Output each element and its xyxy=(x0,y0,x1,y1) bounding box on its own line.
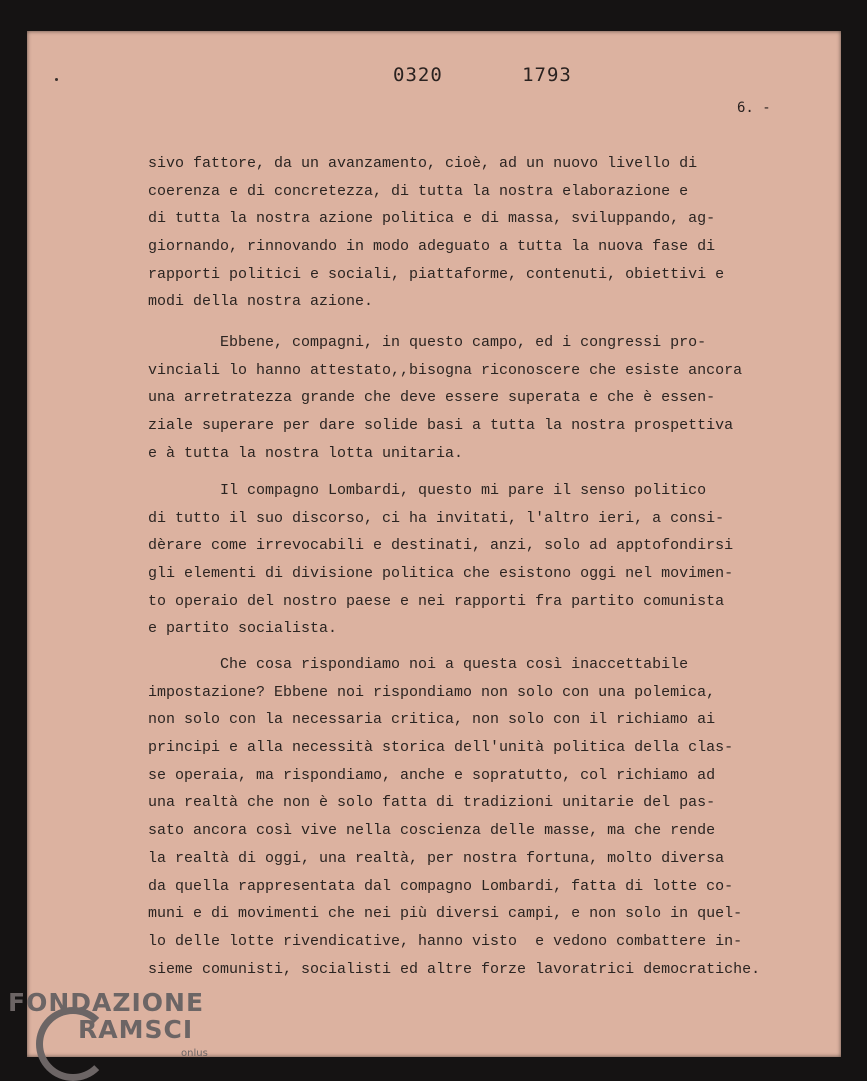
text-line: e partito socialista. xyxy=(148,620,338,638)
text-line: sivo fattore, da un avanzamento, cioè, ad un nuovo livello di xyxy=(148,155,698,172)
text-line: di tutto il suo discorso, ci ha invitati, l'altro ieri, a consi- xyxy=(148,509,725,527)
page-number: 6. - xyxy=(737,100,771,116)
paragraph-4 xyxy=(148,651,838,983)
text-line: di tutta la nostra azione politica e di massa, sviluppando, ag- xyxy=(148,210,716,228)
text-line: giornando, rinnovando in modo adeguato a tutta la nuova fase di xyxy=(148,238,716,256)
paper-speck xyxy=(55,78,58,81)
text-line: una realtà che non è solo fatta di tradizioni unitarie del pas- xyxy=(148,794,716,812)
text-line: dèrare come irrevocabili e destinati, anzi, solo ad apptofondirsi xyxy=(148,537,734,555)
watermark-line2: RAMSCI xyxy=(78,1015,194,1044)
text-line: to operaio del nostro paese e nei rapporti fra partito comunista xyxy=(148,592,725,610)
text-line: lo delle lotte rivendicative, hanno visto e vedono combattere in- xyxy=(148,932,743,950)
text-line: e à tutta la nostra lotta unitaria. xyxy=(148,444,464,462)
text-line: non solo con la necessaria critica, non solo con il richiamo ai xyxy=(148,711,716,729)
archive-number: 0320 1793 xyxy=(393,64,572,86)
watermark-suffix: onlus xyxy=(181,1048,208,1059)
text-line: modi della nostra azione. xyxy=(148,293,374,311)
text-line: coerenza e di concretezza, di tutta la nostra elaborazione e xyxy=(148,182,689,200)
text-line: sato ancora così vive nella coscienza delle masse, ma che rende xyxy=(148,822,716,840)
text-line: ziale superare per dare solide basi a tutta la nostra prospettiva xyxy=(148,417,734,435)
text-line: vinciali lo hanno attestato,,bisogna riconoscere che esiste ancora xyxy=(148,361,743,379)
text-line: sieme comunisti, socialisti ed altre forze lavoratrici democratiche. xyxy=(148,960,761,978)
paragraph-2 xyxy=(148,329,838,467)
fondazione-gramsci-watermark xyxy=(8,985,228,1080)
paragraph-3 xyxy=(148,477,838,643)
text-line: gli elementi di divisione politica che esistono oggi nel movimen- xyxy=(148,565,734,583)
paragraph-1 xyxy=(148,150,838,316)
text-line: Ebbene, compagni, in questo campo, ed i congressi pro- xyxy=(148,334,707,351)
text-line: muni e di movimenti che nei più diversi campi, e non solo in quel- xyxy=(148,905,743,923)
text-line: la realtà di oggi, una realtà, per nostra fortuna, molto diversa xyxy=(148,849,725,867)
watermark-line1: FONDAZIONE xyxy=(8,988,205,1017)
text-line: impostazione? Ebbene noi rispondiamo non solo con una polemica, xyxy=(148,683,716,701)
text-line: principi e alla necessità storica dell'unità politica della clas- xyxy=(148,739,734,757)
text-line: Il compagno Lombardi, questo mi pare il senso politico xyxy=(148,482,707,499)
text-line: una arretratezza grande che deve essere superata e che è essen- xyxy=(148,389,716,407)
text-line: se operaia, ma rispondiamo, anche e sopratutto, col richiamo ad xyxy=(148,766,716,784)
text-line: Che cosa rispondiamo noi a questa così inaccettabile xyxy=(148,656,689,673)
text-line: rapporti politici e sociali, piattaforme, contenuti, obiettivi e xyxy=(148,265,725,283)
text-line: da quella rappresentata dal compagno Lombardi, fatta di lotte co- xyxy=(148,877,734,895)
